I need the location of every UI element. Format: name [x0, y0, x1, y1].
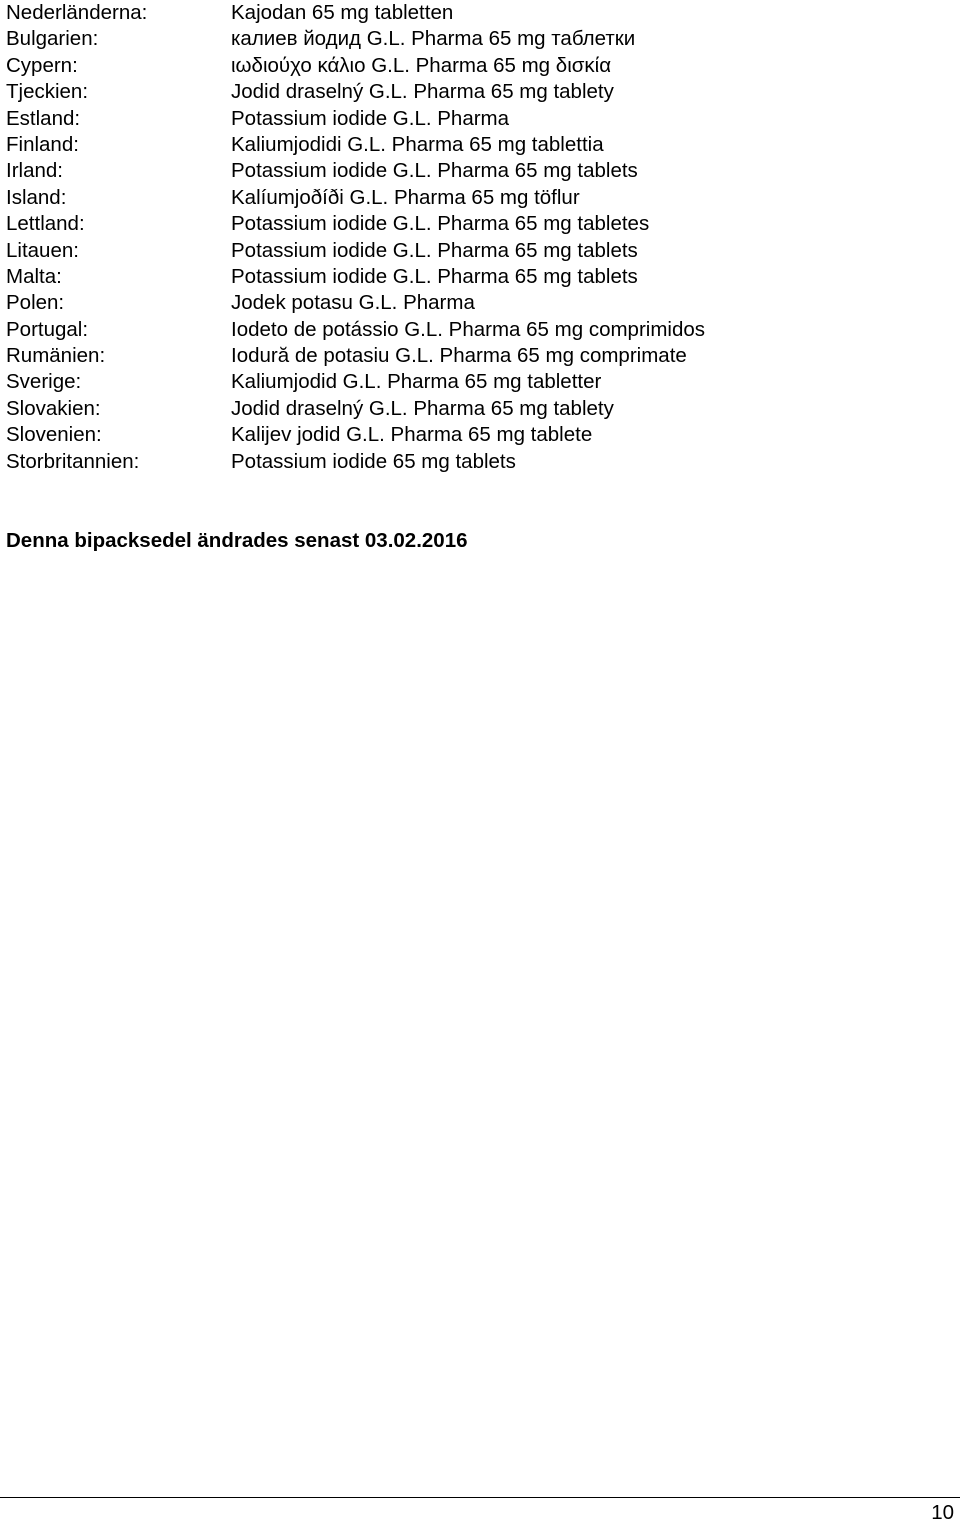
product-name: Kalijev jodid G.L. Pharma 65 mg tablete [231, 423, 593, 447]
revision-date-note: Denna bipacksedel ändrades senast 03.02.2016 [6, 529, 468, 552]
list-item [6, 422, 936, 448]
list-item [6, 132, 936, 158]
list-item [6, 290, 936, 316]
country-name: Sverige: [6, 370, 82, 394]
product-name: Jodid draselný G.L. Pharma 65 mg tablety [231, 80, 614, 104]
country-name: Rumänien: [6, 344, 106, 368]
product-name: Kajodan 65 mg tabletten [231, 1, 454, 24]
list-item [6, 396, 936, 422]
product-name: Iodură de potasiu G.L. Pharma 65 mg comprimate [231, 344, 687, 368]
product-name: Potassium iodide G.L. Pharma [231, 106, 510, 130]
product-name: Iodeto de potássio G.L. Pharma 65 mg comprimidos [231, 317, 706, 341]
country-name: Estland: [6, 106, 81, 130]
country-name: Storbritannien: [6, 449, 140, 473]
footer-divider [0, 1497, 960, 1498]
list-item [6, 79, 936, 105]
product-name: Potassium iodide G.L. Pharma 65 mg tablets [231, 264, 638, 288]
list-item [6, 26, 936, 52]
product-name: калиев йодид G.L. Pharma 65 mg таблетки [231, 27, 636, 51]
country-name: Irland: [6, 159, 63, 183]
country-name: Slovakien: [6, 396, 101, 420]
product-name: Kaliumjodid G.L. Pharma 65 mg tabletter [231, 370, 602, 394]
product-name: Potassium iodide G.L. Pharma 65 mg tablets [231, 238, 638, 262]
product-name: Jodid draselný G.L. Pharma 65 mg tablety [231, 396, 614, 420]
country-name: Lettland: [6, 212, 85, 236]
list-item [6, 185, 936, 211]
country-name: Slovenien: [6, 423, 102, 447]
country-name: Portugal: [6, 317, 89, 341]
country-name: Finland: [6, 132, 79, 156]
list-item [6, 343, 936, 369]
country-name: Nederländerna: [6, 1, 148, 24]
list-item [6, 0, 936, 26]
product-name: Kaliumjodidi G.L. Pharma 65 mg tablettia [231, 132, 604, 156]
product-name: Potassium iodide 65 mg tablets [231, 449, 516, 473]
product-name: ιωδιούχο κάλιο G.L. Pharma 65 mg δισκία [231, 53, 612, 77]
list-item [6, 264, 936, 290]
list-item [6, 369, 936, 395]
page-number: 10 [931, 1501, 954, 1524]
country-product-list [6, 0, 936, 475]
list-item [6, 449, 936, 475]
country-name: Litauen: [6, 238, 79, 262]
country-name: Malta: [6, 264, 62, 288]
country-name: Bulgarien: [6, 27, 99, 51]
country-name: Tjeckien: [6, 80, 89, 104]
product-name: Kalíumjoðíði G.L. Pharma 65 mg töflur [231, 185, 580, 209]
list-item [6, 53, 936, 79]
country-name: Polen: [6, 291, 65, 315]
list-item [6, 238, 936, 264]
country-name: Cypern: [6, 53, 78, 77]
list-item [6, 317, 936, 343]
list-item [6, 158, 936, 184]
product-name: Potassium iodide G.L. Pharma 65 mg tabletes [231, 212, 650, 236]
product-name: Jodek potasu G.L. Pharma [231, 291, 475, 315]
product-name: Potassium iodide G.L. Pharma 65 mg tablets [231, 159, 638, 183]
list-item [6, 106, 936, 132]
list-item [6, 211, 936, 237]
country-name: Island: [6, 185, 67, 209]
